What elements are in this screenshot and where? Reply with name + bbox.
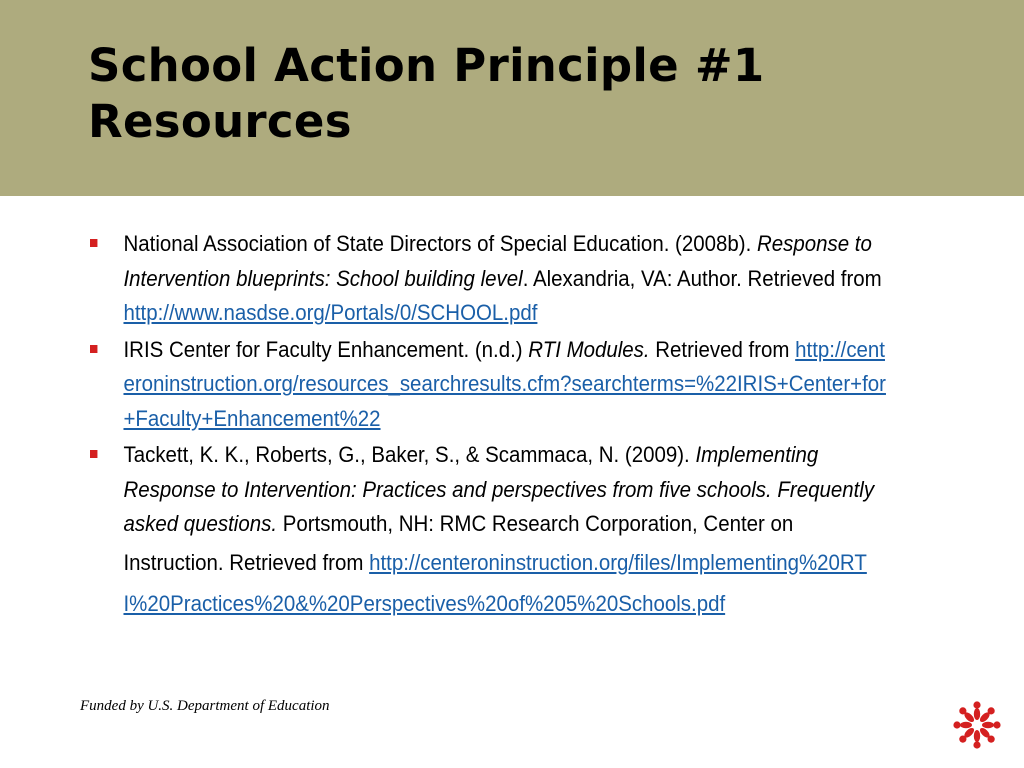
- logo-head: [953, 721, 960, 728]
- reference-title: Implementing Response to Intervention: Practices and perspectives from five schools. Frequently asked questions.: [123, 442, 875, 536]
- reference-link[interactable]: http://www.nasdse.org/Portals/0/SCHOOL.pdf: [123, 300, 538, 325]
- logo-head: [973, 701, 980, 708]
- reference-text: Portsmouth, NH: RMC Research Corporation, Center on Instruction. Retrieved from: [123, 511, 794, 575]
- logo-head: [973, 741, 980, 748]
- reference-title: RTI Modules.: [528, 336, 650, 362]
- funding-footer: Funded by U.S. Department of Education: [80, 698, 330, 714]
- slide-title: [88, 38, 764, 150]
- reference-title: Response to Intervention blueprints: School building level: [123, 231, 872, 291]
- reference-text: Retrieved from: [649, 336, 796, 362]
- bullet-square-icon: [90, 450, 97, 458]
- slide-title-line-2: Resources: [88, 95, 352, 148]
- reference-item-1: [90, 227, 890, 331]
- title-banner: [0, 0, 1024, 196]
- reference-item-2: [90, 333, 890, 437]
- reference-text: IRIS Center for Faculty Enhancement. (n.d.): [123, 336, 529, 362]
- bullet-square-icon: [90, 239, 97, 247]
- reference-list: [90, 227, 950, 626]
- slide-title-line-1: School Action Principle #1: [88, 39, 765, 92]
- reference-item-3: [90, 438, 890, 624]
- logo-center: [973, 721, 982, 730]
- reference-link[interactable]: http://centeroninstruction.org/resources_searchresults.cfm?searchterms=%22IRIS+Center+for+Faculty+Enhancement%22: [123, 336, 886, 431]
- logo-head: [993, 721, 1000, 728]
- logo-body: [982, 722, 994, 728]
- reference-text: National Association of State Directors of Special Education. (2008b).: [123, 231, 757, 256]
- logo-body: [974, 708, 980, 720]
- logo-body: [960, 722, 972, 728]
- bullet-square-icon: [90, 345, 97, 353]
- reference-link[interactable]: http://centeroninstruction.org/files/Implementing%20RTI%20Practices%20&%20Perspectives%20of%205%20Schools.pdf: [123, 549, 867, 616]
- people-circle-logo-icon: [951, 699, 1003, 751]
- reference-text: Tackett, K. K., Roberts, G., Baker, S., & Scammaca, N. (2009).: [123, 442, 696, 467]
- logo-body: [974, 730, 980, 742]
- reference-text: . Alexandria, VA: Author. Retrieved from: [522, 265, 882, 291]
